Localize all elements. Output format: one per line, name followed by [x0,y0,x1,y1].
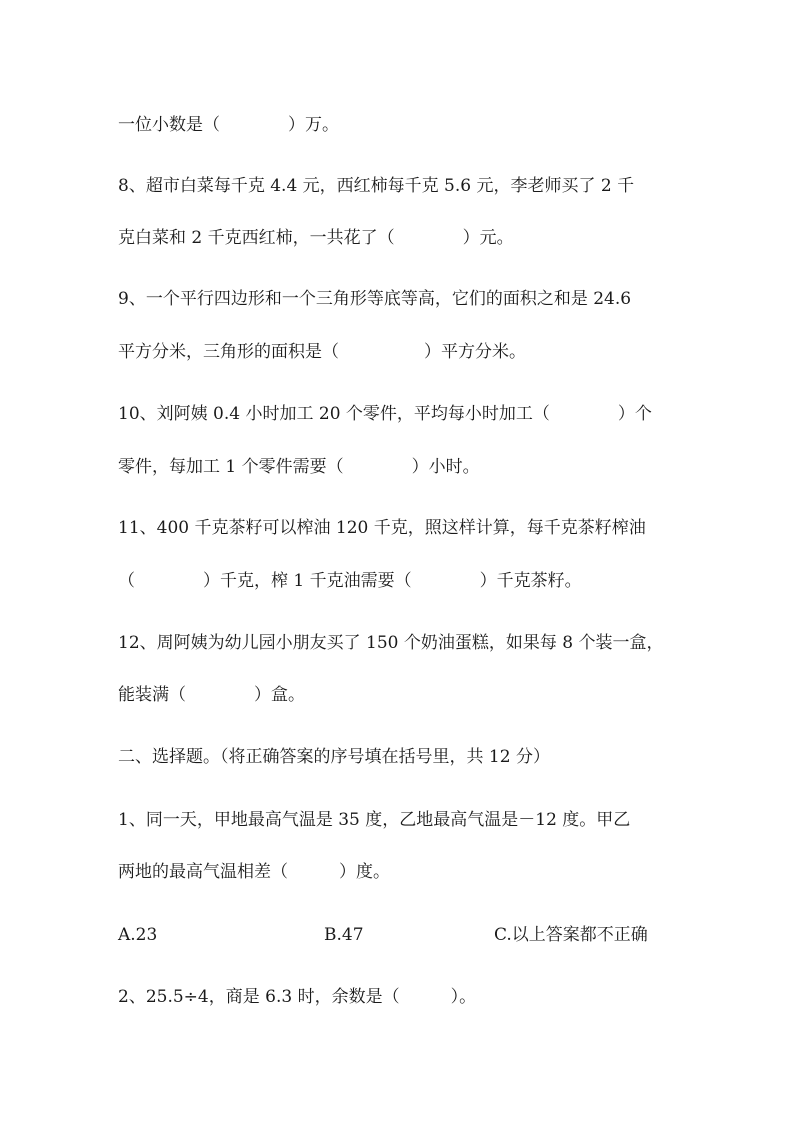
question-9-line-2: 平方分米，三角形的面积是（ ）平方分米。 [118,342,526,362]
section-heading: 二、选择题。（将正确答案的序号填在括号里，共 12 分） [118,747,550,767]
question-11-line-2: （ ）千克，榨 1 千克油需要（ ）千克茶籽。 [118,571,582,591]
question-11-line-1: 11、400 千克茶籽可以榨油 120 千克，照这样计算，每千克茶籽榨油 [118,518,646,538]
question-10-line-1: 10、刘阿姨 0.4 小时加工 20 个零件，平均每小时加工（ ）个 [118,404,652,424]
question-10-line-2: 零件，每加工 1 个零件需要（ ）小时。 [118,457,480,477]
question-12-line-1: 12、周阿姨为幼儿园小朋友买了 150 个奶油蛋糕，如果每 8 个装一盒， [118,633,664,653]
question-12-line-2: 能装满（ ）盒。 [118,685,305,705]
choice-question-1-line-2: 两地的最高气温相差（ ）度。 [118,862,390,882]
choice-question-2-line: 2、25.5÷4，商是 6.3 时，余数是（ ）。 [118,987,477,1007]
choice-c: C.以上答案都不正确 [494,925,648,945]
question-8-line-1: 8、超市白菜每千克 4.4 元，西红柿每千克 5.6 元，李老师买了 2 千 [118,176,635,196]
question-9-line-1: 9、一个平行四边形和一个三角形等底等高，它们的面积之和是 24.6 [118,289,632,309]
question-8-line-2: 克白菜和 2 千克西红柿，一共花了（ ）元。 [118,228,514,248]
choice-b: B.47 [324,925,364,945]
choice-a: A.23 [118,925,158,945]
text-line: 一位小数是（ ）万。 [118,115,339,135]
choice-question-1-line-1: 1、同一天，甲地最高气温是 35 度，乙地最高气温是－12 度。甲乙 [118,810,631,830]
